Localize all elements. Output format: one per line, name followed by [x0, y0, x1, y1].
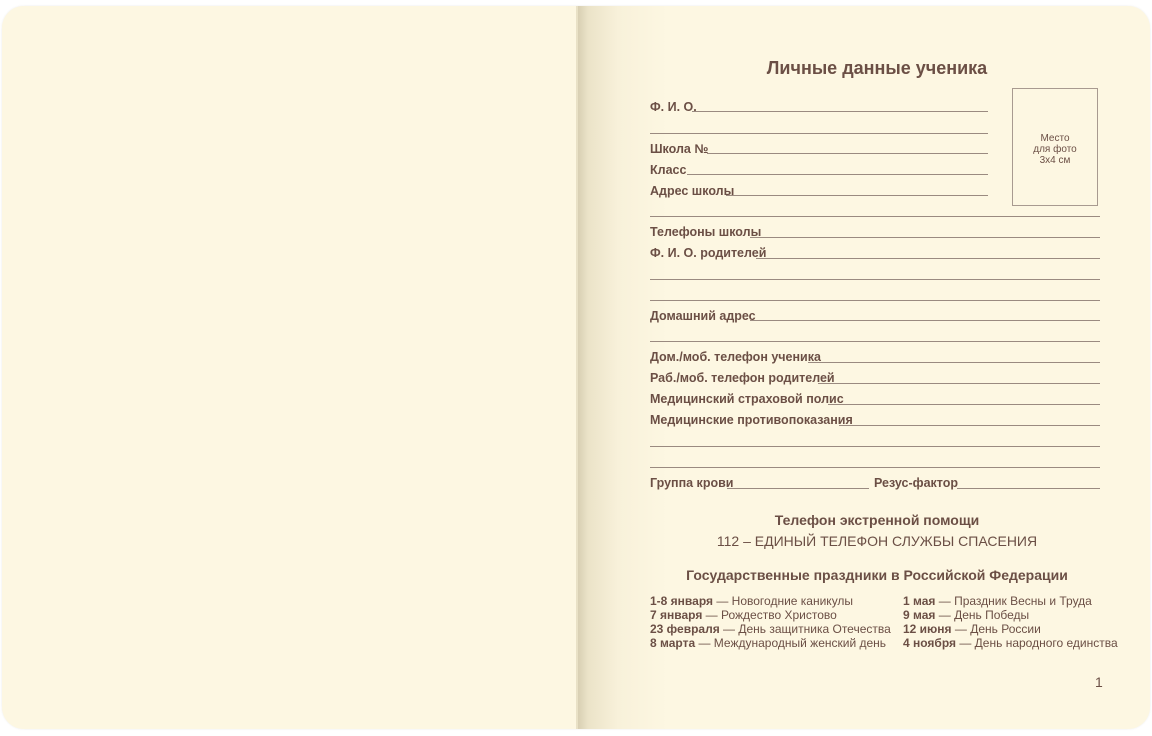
- parents-phone-label: Раб./моб. телефон родителей: [650, 371, 835, 385]
- school-phones-field[interactable]: [750, 237, 1100, 238]
- blood-group-field[interactable]: [727, 488, 869, 489]
- insurance-field[interactable]: [828, 404, 1100, 405]
- holidays-right-column: [903, 594, 1118, 650]
- parents-fio-field-line2[interactable]: [650, 279, 1100, 280]
- school-number-field[interactable]: [707, 153, 988, 154]
- holiday-item: [903, 622, 1118, 636]
- emergency-heading: Телефон экстренной помощи: [774, 512, 980, 528]
- holiday-item: [650, 636, 891, 650]
- insurance-label: Медицинский страховой полис: [650, 392, 844, 406]
- photo-caption-line2: для фото: [1033, 144, 1077, 155]
- parents-fio-field[interactable]: [756, 258, 1100, 259]
- contraindications-field-line2[interactable]: [650, 446, 1100, 447]
- home-address-field-line2[interactable]: [650, 341, 1100, 342]
- class-label: Класс: [650, 163, 687, 177]
- fio-field[interactable]: [692, 111, 988, 112]
- holiday-date: 9 мая: [903, 608, 936, 622]
- rh-factor-label: Резус-фактор: [874, 476, 959, 490]
- holiday-date: 4 ноября: [903, 636, 957, 650]
- home-address-field[interactable]: [750, 320, 1100, 321]
- photo-placeholder: [1012, 88, 1098, 206]
- holiday-item: [650, 594, 891, 608]
- holiday-name: — День народного единства: [956, 636, 1118, 650]
- student-phone-field[interactable]: [808, 362, 1100, 363]
- emergency-number: 112 – ЕДИНЫЙ ТЕЛЕФОН СЛУЖБЫ СПАСЕНИЯ: [716, 533, 1038, 549]
- rh-factor-field[interactable]: [957, 488, 1100, 489]
- school-number-label: Школа №: [650, 142, 709, 156]
- holiday-date: 23 февраля: [650, 622, 720, 636]
- holiday-date: 1-8 января: [650, 594, 713, 608]
- page-number: 1: [1095, 674, 1103, 690]
- right-page: [578, 6, 1150, 729]
- school-address-field-line2[interactable]: [650, 216, 1100, 217]
- photo-caption-line1: Место: [1040, 133, 1070, 144]
- school-address-label: Адрес школы: [650, 184, 735, 198]
- school-address-field[interactable]: [726, 195, 988, 196]
- parents-fio-label: Ф. И. О. родителей: [650, 246, 767, 260]
- holiday-date: 8 марта: [650, 636, 696, 650]
- open-diary-book: [2, 6, 1150, 729]
- holiday-name: — Новогодние каникулы: [713, 594, 854, 608]
- holiday-item: [650, 608, 891, 622]
- fio-label: Ф. И. О.: [650, 100, 697, 114]
- photo-caption: [1013, 133, 1097, 166]
- student-phone-label: Дом./моб. телефон ученика: [650, 350, 821, 364]
- holiday-item: [650, 622, 891, 636]
- holiday-name: — День Победы: [935, 608, 1030, 622]
- fio-field-line2[interactable]: [650, 133, 988, 134]
- photo-caption-line3: 3х4 см: [1039, 155, 1071, 166]
- home-address-label: Домашний адрес: [650, 309, 756, 323]
- holiday-item: [903, 608, 1118, 622]
- parents-phone-field[interactable]: [818, 383, 1100, 384]
- holiday-date: 1 мая: [903, 594, 936, 608]
- blood-group-label: Группа крови: [650, 476, 734, 490]
- contraindications-field-line3[interactable]: [650, 467, 1100, 468]
- holiday-item: [903, 594, 1118, 608]
- contraindications-label: Медицинские противопоказания: [650, 413, 853, 427]
- holiday-date: 7 января: [650, 608, 703, 622]
- left-page: [2, 6, 576, 729]
- holiday-name: — День защитника Отечества: [719, 622, 891, 636]
- class-field[interactable]: [687, 174, 988, 175]
- holidays-heading: Государственные праздники в Российской Федерации: [686, 567, 1068, 583]
- parents-fio-field-line3[interactable]: [650, 300, 1100, 301]
- contraindications-field[interactable]: [839, 425, 1100, 426]
- holiday-item: [903, 636, 1118, 650]
- holiday-name: — День России: [951, 622, 1041, 636]
- holiday-date: 12 июня: [903, 622, 952, 636]
- holiday-name: — Рождество Христово: [702, 608, 837, 622]
- school-phones-label: Телефоны школы: [650, 225, 762, 239]
- holidays-left-column: [650, 594, 891, 650]
- page-title: Личные данные ученика: [766, 58, 988, 78]
- holiday-name: — Праздник Весны и Труда: [935, 594, 1092, 608]
- holiday-name: — Международный женский день: [695, 636, 887, 650]
